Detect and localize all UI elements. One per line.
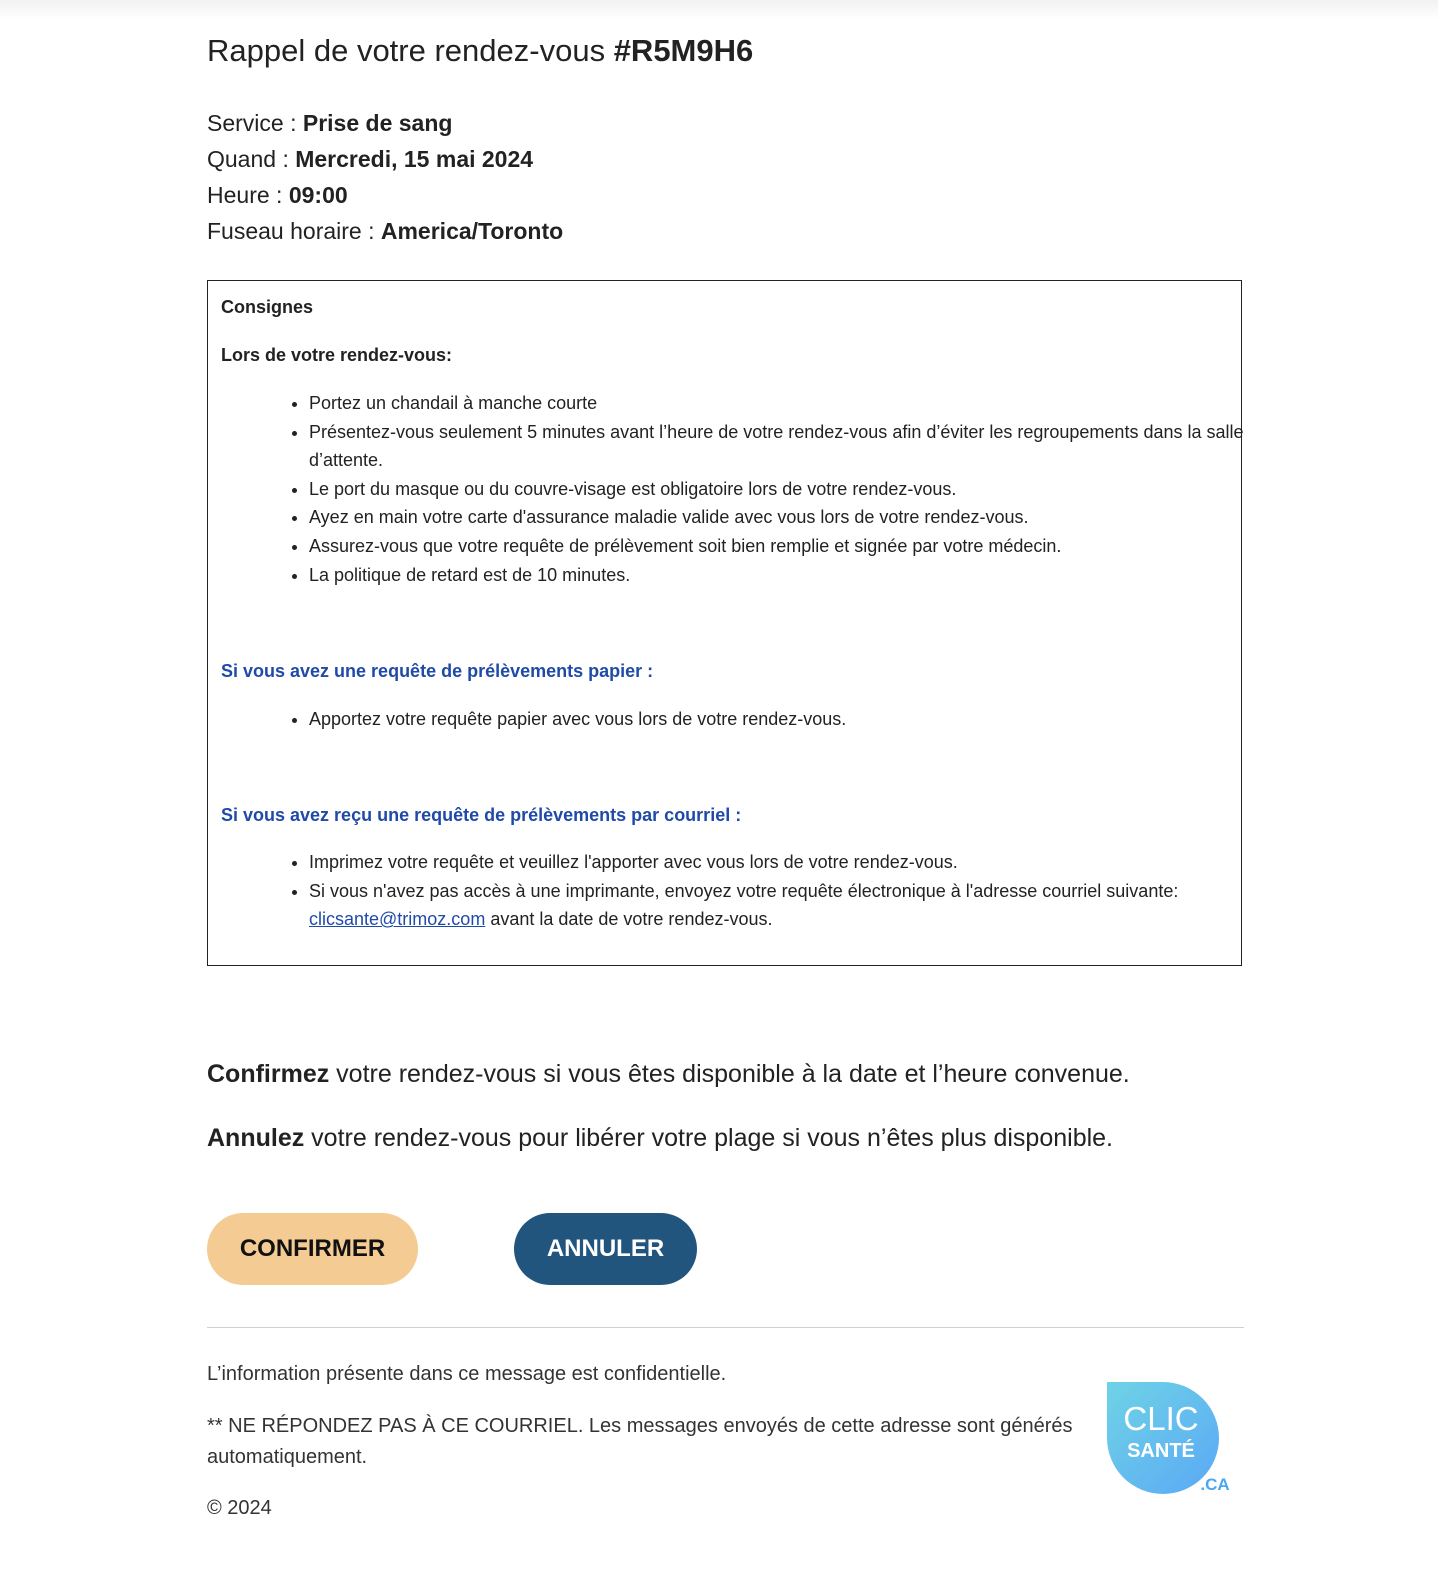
cancel-bold: Annulez bbox=[207, 1124, 305, 1152]
top-shadow bbox=[0, 0, 1438, 20]
list-item: • Assurez-vous que votre requête de prélèvement soit bien remplie et signée par votre médecin. bbox=[309, 532, 1269, 561]
copyright: © 2024 bbox=[207, 1497, 272, 1519]
list-item: • Le port du masque ou du couvre-visage est obligatoire lors de votre rendez-vous. bbox=[309, 475, 1269, 504]
list-item bbox=[309, 877, 1269, 934]
service-label: Service : bbox=[207, 110, 303, 136]
confirm-instruction bbox=[207, 1056, 1130, 1092]
email-request-heading: Si vous avez reçu une requête de prélèvements par courriel : bbox=[221, 805, 742, 825]
confirm-bold: Confirmez bbox=[207, 1060, 330, 1088]
instructions-title: Consignes bbox=[221, 297, 314, 317]
list-item: • Apportez votre requête papier avec vous lors de votre rendez-vous. bbox=[309, 705, 1269, 734]
timezone-value: America/Toronto bbox=[380, 218, 564, 244]
confirm-button[interactable]: CONFIRMER bbox=[207, 1213, 418, 1285]
clicsante-logo bbox=[1107, 1382, 1233, 1494]
no-reply-notice: ** NE RÉPONDEZ PAS À CE COURRIEL. Les messages envoyés de cette adresse sont générés automatiquement. bbox=[207, 1415, 1073, 1468]
service-value: Prise de sang bbox=[302, 110, 453, 136]
cancel-text: votre rendez-vous pour libérer votre plage si vous n’êtes plus disponible. bbox=[304, 1124, 1113, 1152]
paper-request-heading: Si vous avez une requête de prélèvements papier : bbox=[221, 661, 654, 681]
date-label: Quand : bbox=[207, 146, 296, 172]
appointment-id: #R5M9H6 bbox=[613, 33, 754, 68]
page-title bbox=[207, 28, 753, 74]
timezone-label: Fuseau horaire : bbox=[207, 218, 381, 244]
logo-text-ca: .CA bbox=[1200, 1475, 1230, 1494]
appointment-details bbox=[207, 105, 563, 249]
time-value: 09:00 bbox=[288, 182, 348, 208]
date-value: Mercredi, 15 mai 2024 bbox=[295, 146, 534, 172]
email-address-link[interactable]: clicsante@trimoz.com bbox=[309, 909, 486, 930]
instructions-box bbox=[207, 280, 1242, 966]
service-row bbox=[207, 105, 563, 141]
list-item: • Présentez-vous seulement 5 minutes avant l’heure de votre rendez-vous afin d’éviter les regroupements dans la salle d’attente. bbox=[309, 418, 1269, 475]
during-list bbox=[268, 389, 1269, 589]
list-item: • Imprimez votre requête et veuillez l'apporter avec vous lors de votre rendez-vous. bbox=[309, 848, 1269, 877]
title-prefix: Rappel de votre rendez-vous bbox=[207, 33, 614, 68]
list-item: • La politique de retard est de 10 minutes. bbox=[309, 561, 1269, 590]
time-label: Heure : bbox=[207, 182, 289, 208]
time-row bbox=[207, 177, 563, 213]
logo-text-sante: SANTÉ bbox=[1127, 1440, 1195, 1462]
confirm-text: votre rendez-vous si vous êtes disponible à la date et l’heure convenue. bbox=[329, 1060, 1130, 1088]
list-item: • Portez un chandail à manche courte bbox=[309, 389, 1269, 418]
cancel-button[interactable]: ANNULER bbox=[514, 1213, 697, 1285]
email-request-list bbox=[268, 848, 1269, 934]
timezone-row bbox=[207, 213, 563, 249]
during-heading: Lors de votre rendez-vous: bbox=[221, 345, 453, 365]
list-item: • Ayez en main votre carte d'assurance maladie valide avec vous lors de votre rendez-vous. bbox=[309, 503, 1269, 532]
paper-request-list bbox=[268, 705, 1269, 734]
logo-text-clic: CLIC bbox=[1123, 1400, 1199, 1437]
confidential-notice: L’information présente dans ce message est confidentielle. bbox=[207, 1363, 727, 1385]
date-row bbox=[207, 141, 563, 177]
cancel-instruction bbox=[207, 1120, 1113, 1156]
email-item-text-after: avant la date de votre rendez-vous. bbox=[485, 909, 773, 930]
email-item-text-before: Si vous n'avez pas accès à une imprimante, envoyez votre requête électronique à l'adresse courriel suivante: bbox=[309, 880, 1179, 901]
footer-divider bbox=[207, 1327, 1244, 1328]
